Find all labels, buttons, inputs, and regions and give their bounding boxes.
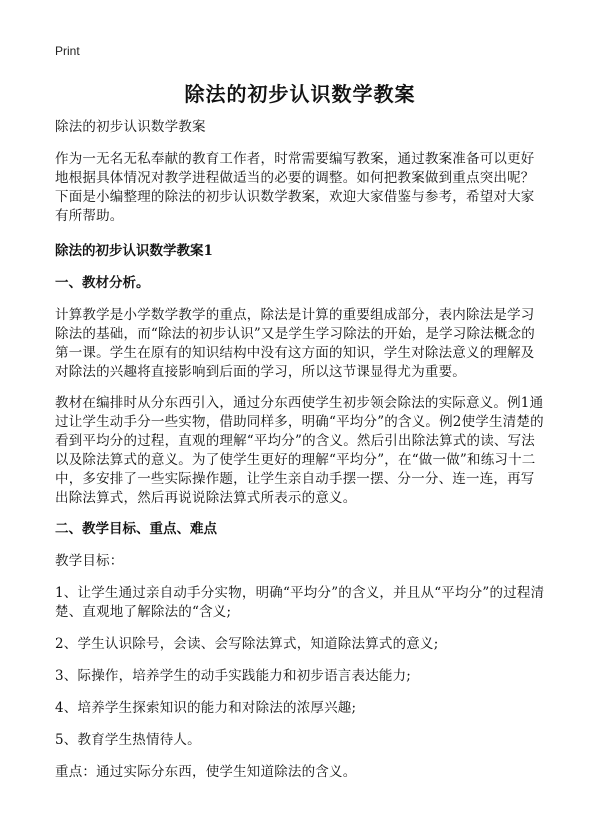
document-title: 除法的初步认识数学教案 xyxy=(184,82,416,106)
part1-heading: 一、教材分析。 xyxy=(55,275,150,291)
objective-item: 5、教育学生热情待人。 xyxy=(55,732,201,748)
objectives-label: 教学目标： xyxy=(55,553,124,569)
intro-paragraph: 作为一无名无私奉献的教育工作者，时常需要编写教案，通过教案准备可以更好地根据具体情况对教学进程做适当的必要的调整。如何把教案做到重点突出呢？下面是小编整理的除法的初步认识数学教案，欢迎大家借鉴与参考，希望对大家有所帮助。 xyxy=(55,151,535,224)
objective-item: 4、培养学生探索知识的能力和对除法的浓厚兴趣; xyxy=(55,700,357,716)
document-subtitle: 除法的初步认识数学教案 xyxy=(55,119,206,135)
objective-item: 3、际操作，培养学生的动手实践能力和初步语言表达能力; xyxy=(55,668,412,684)
print-link[interactable]: Print xyxy=(55,44,80,58)
section-heading: 除法的初步认识数学教案1 xyxy=(55,243,213,259)
key-point: 重点：通过实际分东西，使学生知道除法的含义。 xyxy=(55,764,357,780)
document-body xyxy=(55,118,545,795)
objective-item: 1、让学生通过亲自动手分实物，明确“平均分”的含义，并且从“平均分”的过程清楚、直观地了解除法的“含义; xyxy=(55,585,545,620)
part1-paragraph-1: 计算教学是小学数学教学的重点，除法是计算的重要组成部分，表内除法是学习除法的基础，而“除法的初步认识”又是学生学习除法的开始，是学习除法概念的第一课。学生在原有的知识结构中没有这方面的知识，学生对除法意义的理解及对除法的兴趣将直接影响到后面的学习，所以这节课显得尤为重要。 xyxy=(55,307,536,380)
objective-item: 2、学生认识除号，会读、会写除法算式，知道除法算式的意义; xyxy=(55,636,439,652)
part2-heading: 二、教学目标、重点、难点 xyxy=(55,521,217,537)
part1-paragraph-2: 教材在编排时从分东西引入，通过分东西使学生初步领会除法的实际意义。例1通过让学生动手分一些实物，借助同样多，明确“平均分”的含义。例2使学生清楚的看到平均分的过程，直观的理解“平均分”的含义。然后引出除法算式的读、写法以及除法算式的意义。为了使学生更好的理解“平均分”，在“做一做”和练习十二中，多安排了一些实际操作题，让学生亲自动手摆一摆、分一分、连一连，再写出除法算式，然后再说说除法算式所表示的意义。 xyxy=(55,395,544,506)
